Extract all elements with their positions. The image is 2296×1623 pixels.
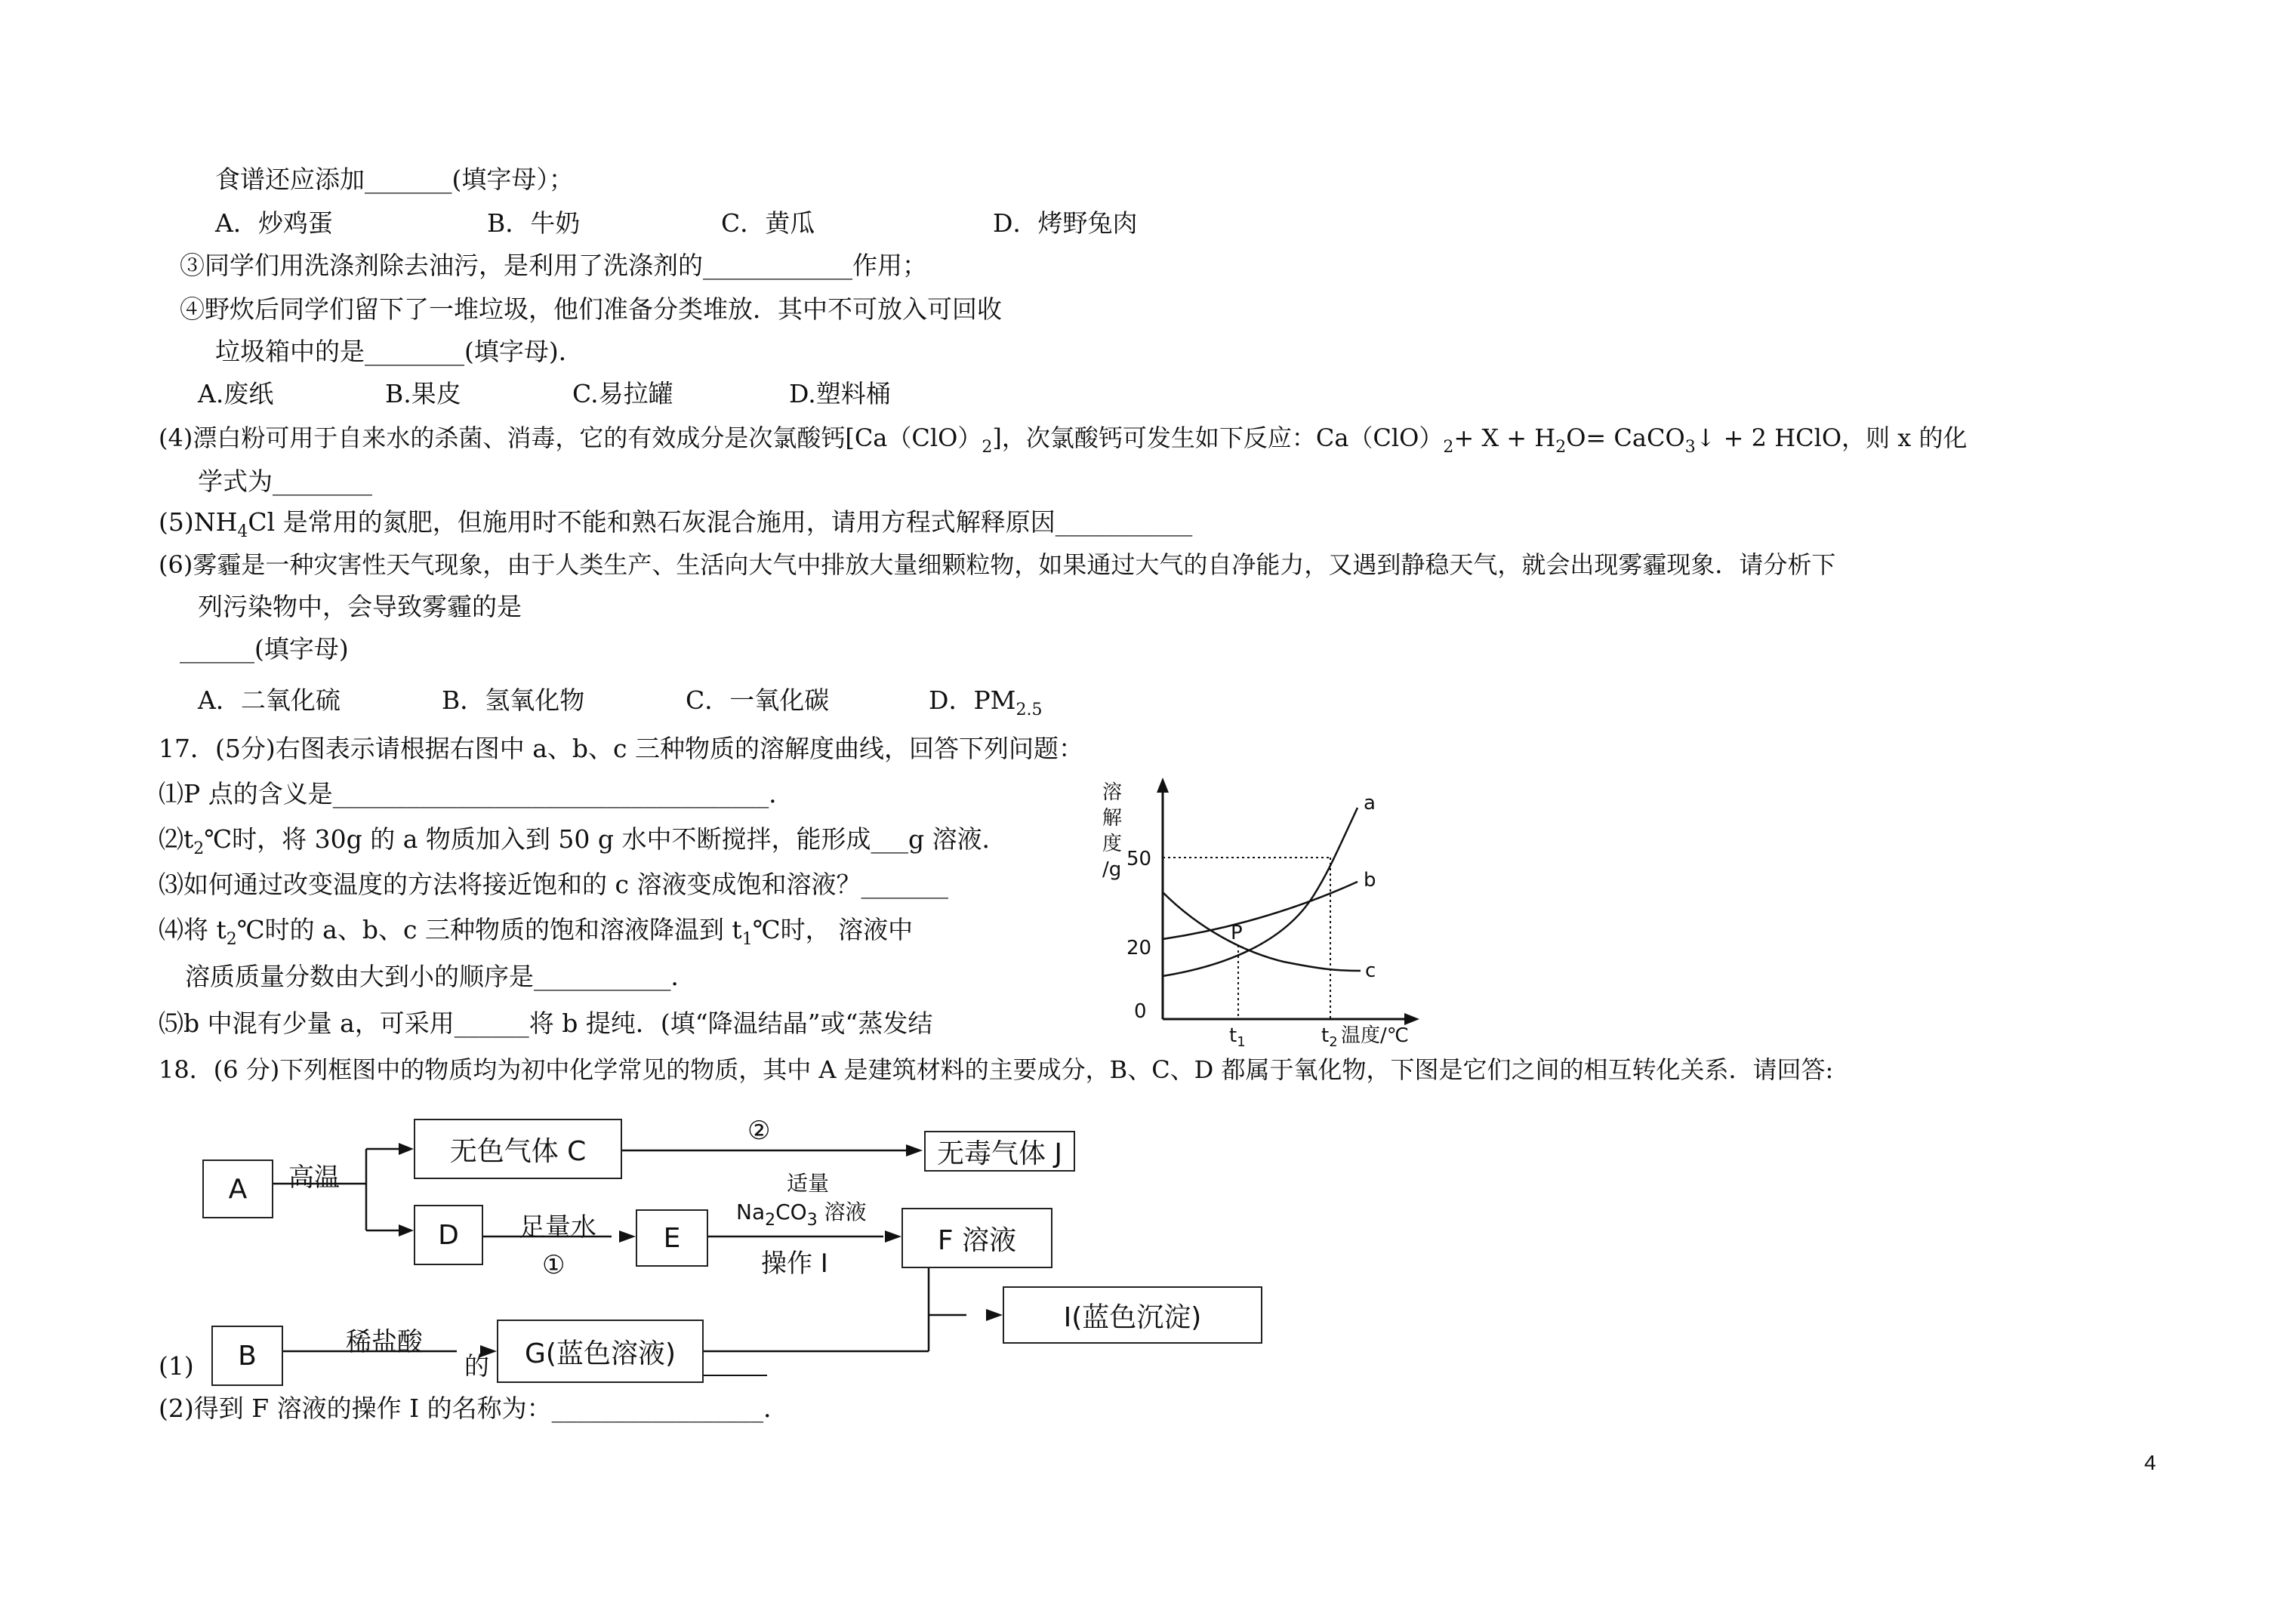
- y-axis-label-3: 度: [1102, 833, 1123, 855]
- q16-part6-line1: (6)雾霾是一种灾害性天气现象，由于人类生产、生活向大气中排放大量细颗粒物，如果通过大气的自净能力，又遇到静稳天气，就会出现雾霾现象．请分析下: [159, 550, 1836, 579]
- q17-part4-line2: 溶质质量分数由大到小的顺序是___________．: [185, 962, 696, 991]
- point-p-label: P: [1231, 922, 1243, 944]
- smog-option-a: A．二氧化硫: [198, 685, 341, 715]
- q18-part1-end: 的: [464, 1351, 489, 1381]
- label-proper-amount: 适量: [787, 1171, 830, 1196]
- recipe-option-b: B．牛奶: [487, 208, 581, 238]
- label-step-1: ①: [542, 1250, 566, 1280]
- q17-part5: ⑸b 中混有少量 a，可采用______将 b 提纯．(填“降温结晶”或“蒸发结: [159, 1009, 933, 1038]
- box-d: D: [414, 1205, 483, 1265]
- arrowhead-i: [986, 1309, 1003, 1321]
- q16-part5: $(5)NH_4Cl$ 是常用的氮肥，但施用时不能和熟石灰混合施用，请用方程式解释原因___________: [159, 507, 1193, 541]
- box-j: 无毒气体 J: [924, 1131, 1075, 1172]
- q16-part6-line3: ______(填字母): [180, 634, 349, 664]
- x-tick-t2: $t_2$: [1321, 1024, 1338, 1050]
- garbage-option-c: C.易拉罐: [572, 379, 673, 408]
- q17-title: 17．(5分)右图表示请根据右图中 a、b、c 三种物质的溶解度曲线，回答下列问题：: [159, 734, 1083, 763]
- page-number: 4: [2144, 1451, 2156, 1474]
- smog-option-b: B．氢氧化物: [442, 685, 585, 715]
- q18-part2: (2)得到 F 溶液的操作 I 的名称为：_________________．: [159, 1394, 789, 1423]
- q18-title: 18．(6 分)下列框图中的物质均为初中化学常见的物质，其中 A 是建筑材料的主要成分，B、C、D 都属于氧化物，下图是它们之间的相互转化关系．请回答:: [159, 1055, 1834, 1084]
- box-e: E: [636, 1209, 708, 1267]
- detergent-line: ③同学们用洗涤剂除去油污，是利用了洗涤剂的____________作用；: [180, 251, 927, 280]
- box-f: F 溶液: [901, 1208, 1052, 1268]
- recipe-option-d: D．烤野兔肉: [993, 208, 1138, 238]
- garbage-option-a: A.废纸: [198, 379, 274, 408]
- garbage-option-d: D.塑料桶: [789, 379, 891, 408]
- box-i: I(蓝色沉淀): [1003, 1286, 1262, 1344]
- box-g: G(蓝色溶液): [497, 1320, 704, 1383]
- x-tick-t1: $t_1$: [1229, 1024, 1246, 1050]
- curve-a-label: a: [1364, 792, 1376, 815]
- q17-part4-line1: ⑷将 $t_2℃$时的 a、b、c 三种物质的饱和溶液降温到 $t_1℃$时， 溶液中: [159, 915, 914, 949]
- arrowhead-f: [885, 1230, 901, 1243]
- box-c: 无色气体 C: [414, 1119, 622, 1179]
- curve-c-label: c: [1365, 959, 1376, 982]
- garbage-line-1: ④野炊后同学们留下了一堆垃圾，他们准备分类堆放．其中不可放入可回收: [180, 294, 1002, 324]
- y-axis-label-2: 解: [1102, 807, 1123, 830]
- label-dilute-hcl: 稀盐酸: [346, 1327, 423, 1357]
- label-water: 足量水: [519, 1212, 596, 1243]
- label-step-2: ②: [747, 1116, 771, 1146]
- label-high-temp: 高温: [288, 1163, 340, 1193]
- garbage-line-2: 垃圾箱中的是________(填字母)．: [215, 337, 584, 366]
- q18-part1-prefix: (1): [159, 1351, 194, 1381]
- recipe-line: 食谱还应添加_______(填字母）；: [215, 165, 574, 194]
- box-b: B: [211, 1326, 283, 1386]
- arrowhead-j: [906, 1144, 923, 1156]
- x-axis-label: 温度/℃: [1341, 1024, 1409, 1047]
- y-tick-50: 50: [1126, 848, 1152, 870]
- q17-part2: $⑵t_2℃$时，将 30g 的 a 物质加入到 50 g 水中不断搅拌，能形成___g 溶液．: [159, 824, 1007, 858]
- y-tick-20: 20: [1126, 937, 1152, 959]
- arrowhead-e: [619, 1230, 636, 1243]
- y-axis-label-4: /g: [1102, 858, 1122, 881]
- box-a: A: [202, 1160, 273, 1218]
- curve-b-label: b: [1364, 869, 1376, 892]
- q17-part3: ⑶如何通过改变温度的方法将接近饱和的 c 溶液变成饱和溶液？_______: [159, 870, 948, 899]
- label-operation-1: 操作 I: [761, 1249, 828, 1279]
- arrowhead-d: [399, 1224, 414, 1236]
- recipe-option-c: C．黄瓜: [721, 208, 815, 238]
- origin-label: 0: [1134, 1000, 1147, 1023]
- q16-part4-line1: (4)漂白粉可用于自来水的杀菌、消毒，它的有效成分是次氯酸钙$[Ca(ClO)_2]$，次氯酸钙可发生如下反应：$Ca(ClO)_2+ X + H_2O=$ CaCO$_3$↓ + 2 HClO，则 x 的化: [159, 423, 1968, 457]
- label-na2co3: $Na_2CO_3$ 溶液: [736, 1200, 867, 1230]
- garbage-option-b: B.果皮: [385, 379, 461, 408]
- q16-part6-line2: 列污染物中，会导致雾霾的是: [198, 592, 522, 621]
- recipe-option-a: A．炒鸡蛋: [215, 208, 333, 238]
- smog-option-d: D．$PM_{2.5}$: [929, 685, 1043, 719]
- smog-option-c: C．一氧化碳: [686, 685, 830, 715]
- q17-part1: ⑴P 点的含义是___________________________________．: [159, 779, 794, 808]
- y-axis-label-1: 溶: [1102, 781, 1123, 804]
- arrowhead-c: [399, 1143, 414, 1155]
- q16-part4-line2: 学式为________: [198, 467, 372, 496]
